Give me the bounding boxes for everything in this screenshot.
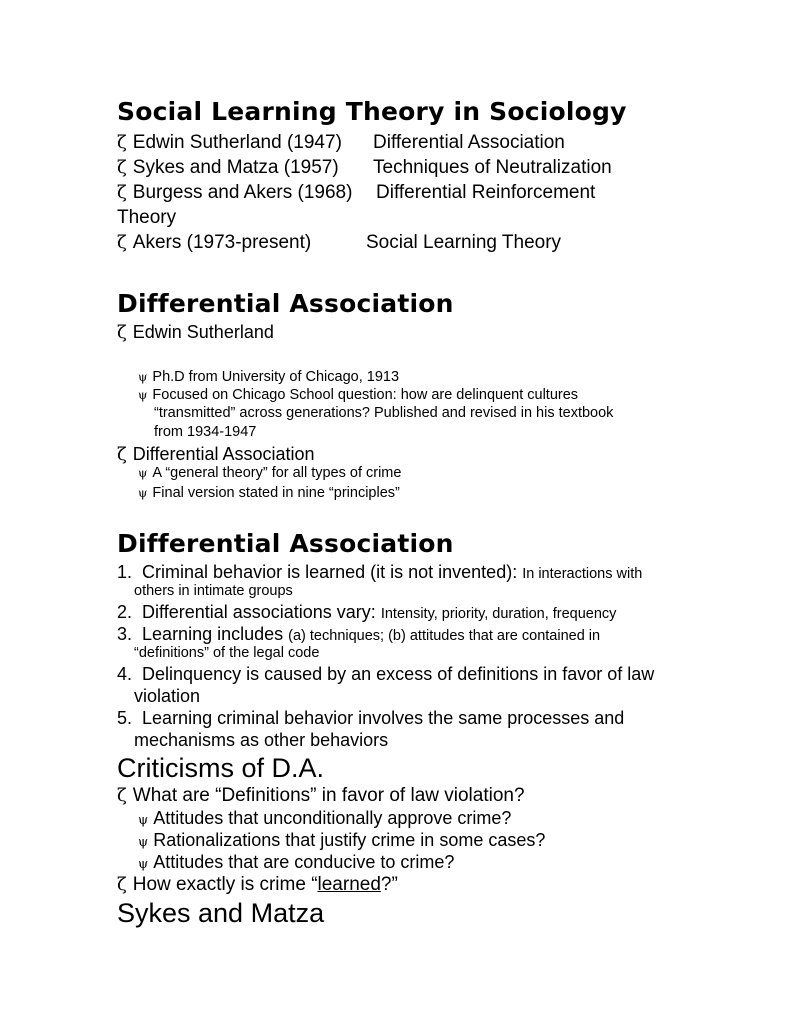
psi-bullet-icon: ψ bbox=[138, 813, 149, 828]
heading-sykes-and-matza: Sykes and Matza bbox=[117, 898, 325, 928]
sub-list-item: ψ Final version stated in nine “principles” bbox=[138, 485, 400, 501]
zeta-bullet-icon: ζ bbox=[117, 132, 127, 153]
sub-list-item: ψ A “general theory” for all types of crime bbox=[138, 465, 402, 481]
psi-bullet-icon: ψ bbox=[138, 486, 148, 500]
numbered-item-3: 3. Learning includes (a) techniques; (b) attitudes that are contained in bbox=[117, 624, 601, 644]
numbered-item-2: 2. Differential associations vary: Intensity, priority, duration, frequency bbox=[117, 602, 617, 622]
list-item-theory: Techniques of Neutralization bbox=[373, 157, 612, 178]
psi-bullet-icon: ψ bbox=[138, 388, 148, 402]
numbered-item-3-cont: “definitions” of the legal code bbox=[134, 645, 320, 661]
list-item: ζ What are “Definitions” in favor of law violation? bbox=[117, 785, 525, 806]
zeta-bullet-icon: ζ bbox=[117, 157, 127, 178]
sub-list-item: ψ Ph.D from University of Chicago, 1913 bbox=[138, 369, 400, 385]
heading-criticisms: Criticisms of D.A. bbox=[117, 753, 325, 783]
psi-bullet-icon: ψ bbox=[138, 466, 148, 480]
sub-list-item: ψ Attitudes that unconditionally approve crime? bbox=[138, 808, 512, 828]
sub-list-item-cont: from 1934-1947 bbox=[154, 424, 257, 440]
zeta-bullet-icon: ζ bbox=[117, 182, 127, 203]
psi-bullet-icon: ψ bbox=[138, 370, 148, 384]
heading-social-learning-theory: Social Learning Theory in Sociology bbox=[117, 97, 627, 126]
psi-bullet-icon: ψ bbox=[138, 835, 149, 850]
sub-list-item: ψ Rationalizations that justify crime in some cases? bbox=[138, 830, 546, 850]
psi-bullet-icon: ψ bbox=[138, 857, 149, 872]
heading-differential-association-2: Differential Association bbox=[117, 529, 454, 558]
list-item-wrap: Theory bbox=[117, 207, 177, 228]
sub-list-item-cont: “transmitted” across generations? Published and revised in his textbook bbox=[154, 405, 614, 421]
list-item: ζ Edwin Sutherland bbox=[117, 322, 274, 343]
underlined-word: learned bbox=[317, 874, 381, 895]
numbered-item-4: 4. Delinquency is caused by an excess of definitions in favor of law bbox=[117, 664, 655, 684]
list-item: ζ Edwin Sutherland (1947) bbox=[117, 132, 342, 153]
list-item: ζ Burgess and Akers (1968) bbox=[117, 182, 353, 203]
zeta-bullet-icon: ζ bbox=[117, 874, 127, 895]
list-item-theory: Social Learning Theory bbox=[366, 232, 562, 253]
list-item: ζ Sykes and Matza (1957) bbox=[117, 157, 339, 178]
numbered-item-4-cont: violation bbox=[134, 686, 201, 706]
zeta-bullet-icon: ζ bbox=[117, 785, 127, 806]
numbered-item-5-cont: mechanisms as other behaviors bbox=[134, 730, 389, 750]
zeta-bullet-icon: ζ bbox=[117, 322, 127, 343]
zeta-bullet-icon: ζ bbox=[117, 444, 127, 465]
numbered-item-1: 1. Criminal behavior is learned (it is not invented): In interactions with bbox=[117, 562, 643, 582]
list-item: ζ How exactly is crime “learned?” bbox=[117, 874, 398, 895]
list-item-theory: Differential Association bbox=[373, 132, 565, 153]
list-item-theory: Differential Reinforcement bbox=[376, 182, 596, 203]
numbered-item-5: 5. Learning criminal behavior involves the same processes and bbox=[117, 708, 625, 728]
numbered-item-1-cont: others in intimate groups bbox=[134, 583, 293, 599]
zeta-bullet-icon: ζ bbox=[117, 232, 127, 253]
sub-list-item: ψ Focused on Chicago School question: how are delinquent cultures bbox=[138, 387, 579, 403]
list-item: ζ Akers (1973-present) bbox=[117, 232, 312, 253]
list-item: ζ Differential Association bbox=[117, 444, 315, 465]
heading-differential-association: Differential Association bbox=[117, 289, 454, 318]
sub-list-item: ψ Attitudes that are conducive to crime? bbox=[138, 852, 455, 872]
